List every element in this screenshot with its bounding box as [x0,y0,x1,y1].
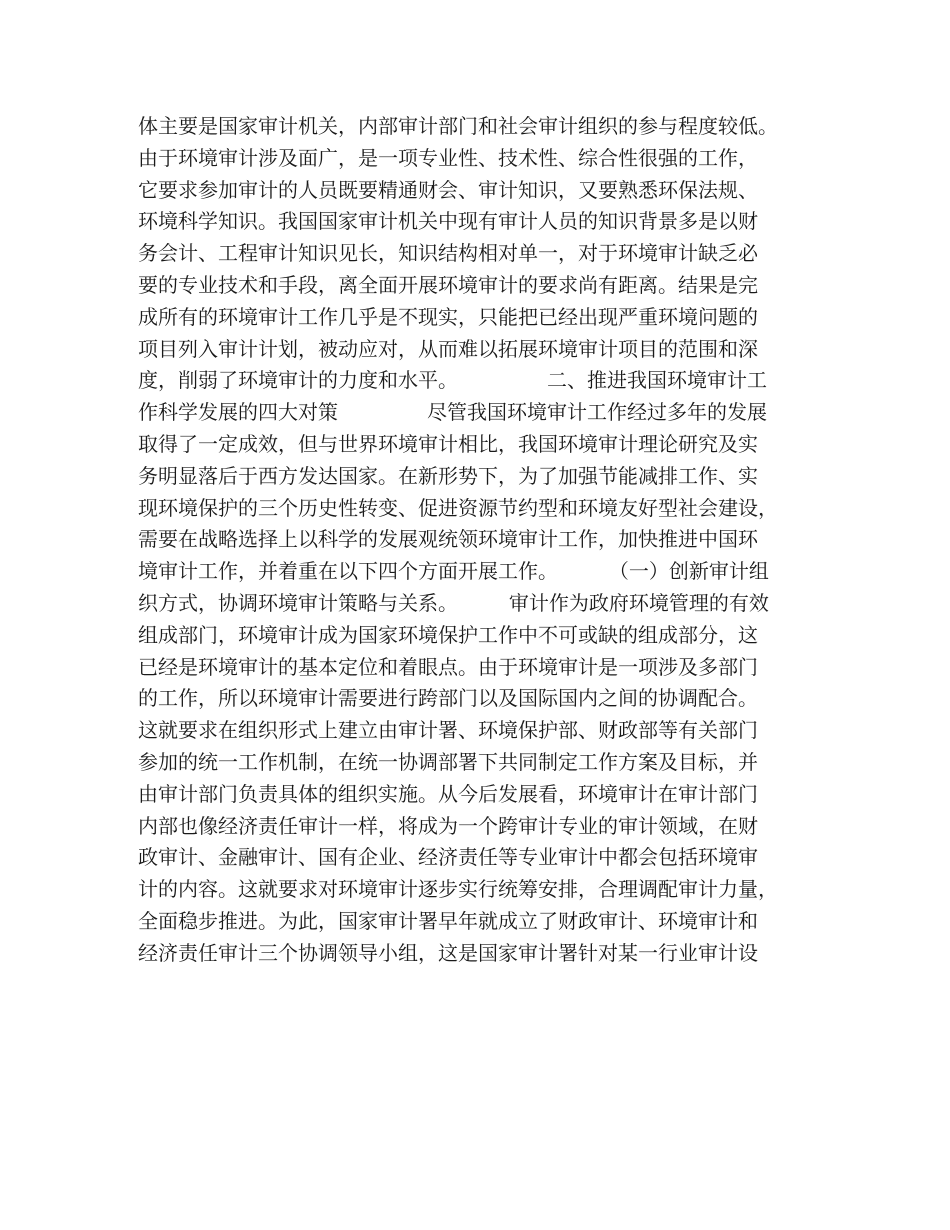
text-line: 境审计工作，并着重在以下四个方面开展工作。 （一）创新审计组 [138,559,769,584]
text-line: 体主要是国家审计机关，内部审计部门和社会审计组织的参与程度较低。 [138,114,778,138]
text-line: 这就要求在组织形式上建立由审计署、环境保护部、财政部等有关部门 [138,718,758,743]
text-line: 内部也像经济责任审计一样，将成为一个跨审计专业的审计领域，在财 [138,813,758,838]
body-text [138,111,838,970]
text-line: 务明显落后于西方发达国家。在新形势下，为了加强节能减排工作、实 [138,463,758,488]
text-line: 需要在战略选择上以科学的发展观统领环境审计工作，加快推进中国环 [138,527,758,552]
text-line: 织方式，协调环境审计策略与关系。 审计作为政府环境管理的有效 [138,590,769,615]
text-line: 作科学发展的四大对策 尽管我国环境审计工作经过多年的发展 [138,400,768,425]
text-line: 由审计部门负责具体的组织实施。从今后发展看，环境审计在审计部门 [138,781,758,806]
text-line: 全面稳步推进。为此，国家审计署早年就成立了财政审计、环境审计和 [138,908,758,933]
text-line: 项目列入审计计划，被动应对，从而难以拓展环境审计项目的范围和深 [138,336,758,361]
text-line: 组成部门，环境审计成为国家环境保护工作中不可或缺的组成部分，这 [138,622,758,647]
text-line: 由于环境审计涉及面广，是一项专业性、技术性、综合性很强的工作， [138,145,758,170]
text-line: 环境科学知识。我国国家审计机关中现有审计人员的知识背景多是以财 [138,209,758,234]
text-line: 要的专业技术和手段，离全面开展环境审计的要求尚有距离。结果是完 [138,272,758,297]
text-line: 已经是环境审计的基本定位和着眼点。由于环境审计是一项涉及多部门 [138,654,758,679]
text-line: 它要求参加审计的人员既要精通财会、审计知识，又要熟悉环保法规、 [138,177,758,202]
text-line: 政审计、金融审计、国有企业、经济责任等专业审计中都会包括环境审 [138,845,758,870]
text-line: 取得了一定成效，但与世界环境审计相比，我国环境审计理论研究及实 [138,431,758,456]
text-line: 计的内容。这就要求对环境审计逐步实行统筹安排，合理调配审计力量， [138,877,778,902]
text-line: 的工作，所以环境审计需要进行跨部门以及国际国内之间的协调配合。 [138,686,758,711]
text-line: 成所有的环境审计工作几乎是不现实，只能把已经出现严重环境问题的 [138,304,758,329]
text-line: 参加的统一工作机制，在统一协调部署下共同制定工作方案及目标，并 [138,749,758,774]
text-line: 度，削弱了环境审计的力度和水平。 二、推进我国环境审计工 [138,368,768,393]
text-line: 经济责任审计三个协调领导小组，这是国家审计署针对某一行业审计设 [138,940,758,965]
text-line: 现环境保护的三个历史性转变、促进资源节约型和环境友好型社会建设， [138,495,778,520]
text-line: 务会计、工程审计知识见长，知识结构相对单一，对于环境审计缺乏必 [138,241,758,266]
